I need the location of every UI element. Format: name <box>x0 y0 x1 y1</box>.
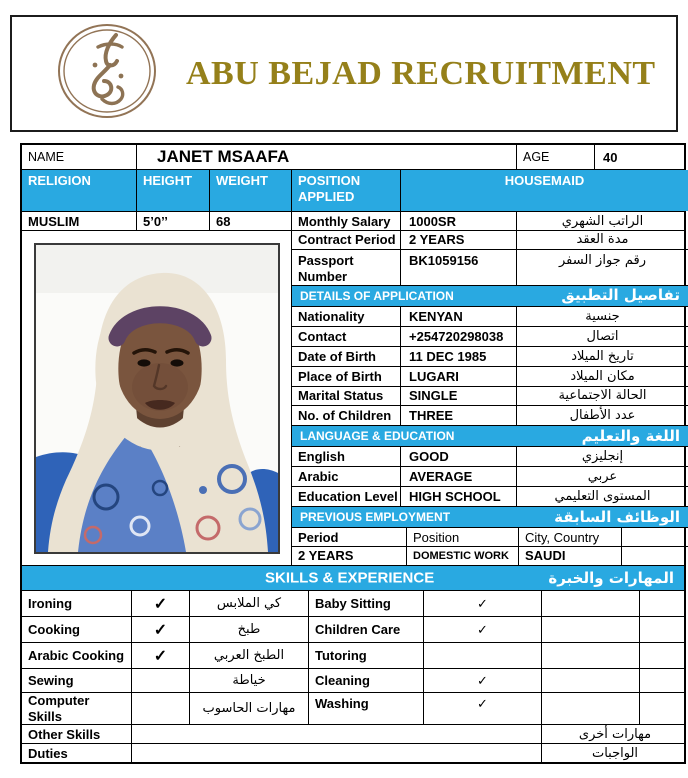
position-column-label: Position <box>413 529 460 545</box>
english-arabic: إنجليزي <box>581 449 624 465</box>
details-column <box>292 231 688 565</box>
height-value: 5’0’’ <box>143 213 168 229</box>
washing-checkmark: ✓ <box>477 696 488 711</box>
employment-extra-cell <box>622 547 688 565</box>
employment-period-value: 2 YEARS <box>298 548 354 564</box>
contact-value: +254720298038 <box>409 328 504 344</box>
skills-heading: SKILLS & EXPERIENCE <box>265 569 435 587</box>
tutoring-label: Tutoring <box>315 648 367 663</box>
passport-arabic: رقم جواز السفر <box>559 252 646 268</box>
detail-row-dob <box>292 347 688 367</box>
detail-row-children <box>292 406 688 426</box>
photo-cell <box>22 231 292 565</box>
arabic-arabic: عربي <box>587 469 618 485</box>
nationality-value: KENYAN <box>409 308 463 324</box>
detail-row-nationality <box>292 307 688 327</box>
detail-row-pob <box>292 367 688 387</box>
pob-label: Place of Birth <box>298 368 382 384</box>
employment-heading: PREVIOUS EMPLOYMENT <box>300 510 451 525</box>
skill-row-cooking <box>22 617 684 643</box>
english-value: GOOD <box>409 449 449 465</box>
skill-row-ironing <box>22 591 684 617</box>
duties-blank-cell <box>132 744 542 762</box>
otherskills-label: Other Skills <box>28 726 101 742</box>
empty-cell <box>542 693 640 724</box>
empty-cell <box>640 643 688 668</box>
name-row <box>22 145 684 170</box>
children-value: THREE <box>409 408 454 424</box>
employment-extra-cell <box>622 528 688 546</box>
passport-label: Passport Number <box>298 252 354 284</box>
education-label: Education Level <box>298 489 398 505</box>
details-heading-arabic: تفاصيل التطبيق <box>561 286 680 305</box>
children-label: No. of Children <box>298 408 392 424</box>
employment-heading-arabic: الوظائف السابقة <box>554 507 680 526</box>
cooking-label: Cooking <box>28 622 80 637</box>
employment-city-value: SAUDI <box>525 548 566 564</box>
empty-cell <box>542 669 640 692</box>
sewing-label: Sewing <box>28 673 74 688</box>
contract-row <box>292 231 688 250</box>
babysitting-checkmark: ✓ <box>477 595 488 611</box>
salary-label: Monthly Salary <box>298 213 391 229</box>
childrencare-label: Children Care <box>315 622 401 637</box>
weight-value: 68 <box>216 213 231 229</box>
name-label: NAME <box>28 150 65 164</box>
skill-row-arabic-cooking <box>22 643 684 669</box>
agency-header <box>10 15 678 132</box>
empty-cell <box>542 643 640 668</box>
sewing-arabic: خياطة <box>232 673 266 688</box>
education-value: HIGH SCHOOL <box>409 489 501 505</box>
lang-row-english <box>292 447 688 467</box>
marital-arabic: الحالة الاجتماعية <box>558 388 647 404</box>
passport-row <box>292 250 688 286</box>
arabic-value: AVERAGE <box>409 469 473 485</box>
details-section-header <box>292 286 688 307</box>
computerskills-label: Computer Skills <box>28 693 90 724</box>
employment-values-row <box>292 547 688 565</box>
babysitting-label: Baby Sitting <box>315 596 391 611</box>
skill-row-sewing <box>22 669 684 693</box>
height-label: HEIGHT <box>143 173 193 188</box>
childrencare-checkmark: ✓ <box>477 621 488 637</box>
children-arabic: عدد الأطفال <box>569 408 636 424</box>
ironing-checkmark: ✓ <box>153 595 168 613</box>
arabiccooking-label: Arabic Cooking <box>28 648 125 663</box>
marital-value: SINGLE <box>409 388 458 404</box>
contract-value: 2 YEARS <box>409 232 465 248</box>
nationality-arabic: جنسية <box>585 308 620 324</box>
pob-arabic: مكان الميلاد <box>570 368 635 384</box>
computerskills-arabic: مهارات الحاسوب <box>202 701 296 716</box>
empty-cell <box>640 693 688 724</box>
contact-label: Contact <box>298 328 347 344</box>
salary-arabic: الراتب الشهري <box>561 213 644 229</box>
empty-cell <box>640 617 688 642</box>
cleaning-checkmark: ✓ <box>477 672 488 688</box>
arabic-label: Arabic <box>298 469 339 485</box>
detail-row-marital <box>292 387 688 407</box>
nationality-label: Nationality <box>298 308 365 324</box>
marital-label: Marital Status <box>298 388 384 404</box>
agency-logo-icon <box>54 21 160 126</box>
skill-row-computer <box>22 693 684 725</box>
duties-label: Duties <box>28 745 68 761</box>
language-section-header <box>292 426 688 447</box>
pob-value: LUGARI <box>409 368 459 384</box>
otherskills-arabic: مهارات أخرى <box>578 726 652 742</box>
empty-cell <box>640 591 688 616</box>
lang-row-education <box>292 487 688 507</box>
washing-label: Washing <box>315 696 369 711</box>
otherskills-blank-cell <box>132 725 542 743</box>
agency-title: ABU BEJAD RECRUITMENT <box>186 54 656 92</box>
english-label: English <box>298 449 345 465</box>
salary-value: 1000SR <box>409 213 456 229</box>
applicant-name: JANET MSAAFA <box>157 147 290 166</box>
duties-arabic: الواجبات <box>591 745 639 761</box>
employment-position-value: DOMESTIC WORK <box>413 549 509 562</box>
detail-row-contact <box>292 327 688 347</box>
position-value: HOUSEMAID <box>504 173 585 188</box>
ironing-label: Ironing <box>28 596 73 611</box>
city-column-label: City, Country <box>525 529 600 545</box>
language-heading: LANGUAGE & EDUCATION <box>300 429 455 444</box>
position-applied-label: POSITION APPLIED <box>298 173 361 204</box>
religion-value: MUSLIM <box>28 213 80 229</box>
contract-arabic: مدة العقد <box>576 232 629 248</box>
applicant-photo <box>34 243 280 554</box>
other-skills-row <box>22 725 684 744</box>
education-arabic: المستوى التعليمي <box>554 489 651 505</box>
cv-table <box>20 143 686 764</box>
ironing-arabic: كي الملابس <box>216 596 282 611</box>
dob-value: 11 DEC 1985 <box>409 348 487 364</box>
body-section <box>22 231 684 566</box>
cooking-arabic: طبخ <box>237 622 261 637</box>
dob-arabic: تاريخ الميلاد <box>571 348 634 364</box>
cleaning-label: Cleaning <box>315 673 370 688</box>
skills-section-header <box>22 566 684 591</box>
passport-value: BK1059156 <box>409 252 479 268</box>
empty-cell <box>542 591 640 616</box>
religion-label: RELIGION <box>28 173 91 188</box>
duties-row <box>22 744 684 762</box>
contact-arabic: اتصال <box>586 328 619 344</box>
lang-row-arabic <box>292 467 688 487</box>
period-column-label: Period <box>298 529 339 545</box>
skills-heading-arabic: المهارات والخبرة <box>548 569 674 587</box>
empty-cell <box>542 617 640 642</box>
employment-columns-row <box>292 528 688 547</box>
age-value: 40 <box>603 149 618 165</box>
details-heading: DETAILS OF APPLICATION <box>300 288 454 303</box>
cooking-checkmark: ✓ <box>153 621 168 639</box>
employment-section-header <box>292 507 688 528</box>
weight-label: WEIGHT <box>216 173 268 188</box>
empty-cell <box>640 669 688 692</box>
attributes-header-row <box>22 170 684 212</box>
age-label: AGE <box>523 150 550 164</box>
contract-label: Contract Period <box>298 232 396 248</box>
arabiccooking-arabic: الطبخ العربي <box>213 648 285 663</box>
language-heading-arabic: اللغة والتعليم <box>581 426 680 445</box>
religion-salary-row <box>22 212 684 231</box>
arabiccooking-checkmark: ✓ <box>153 647 168 665</box>
dob-label: Date of Birth <box>298 348 376 364</box>
